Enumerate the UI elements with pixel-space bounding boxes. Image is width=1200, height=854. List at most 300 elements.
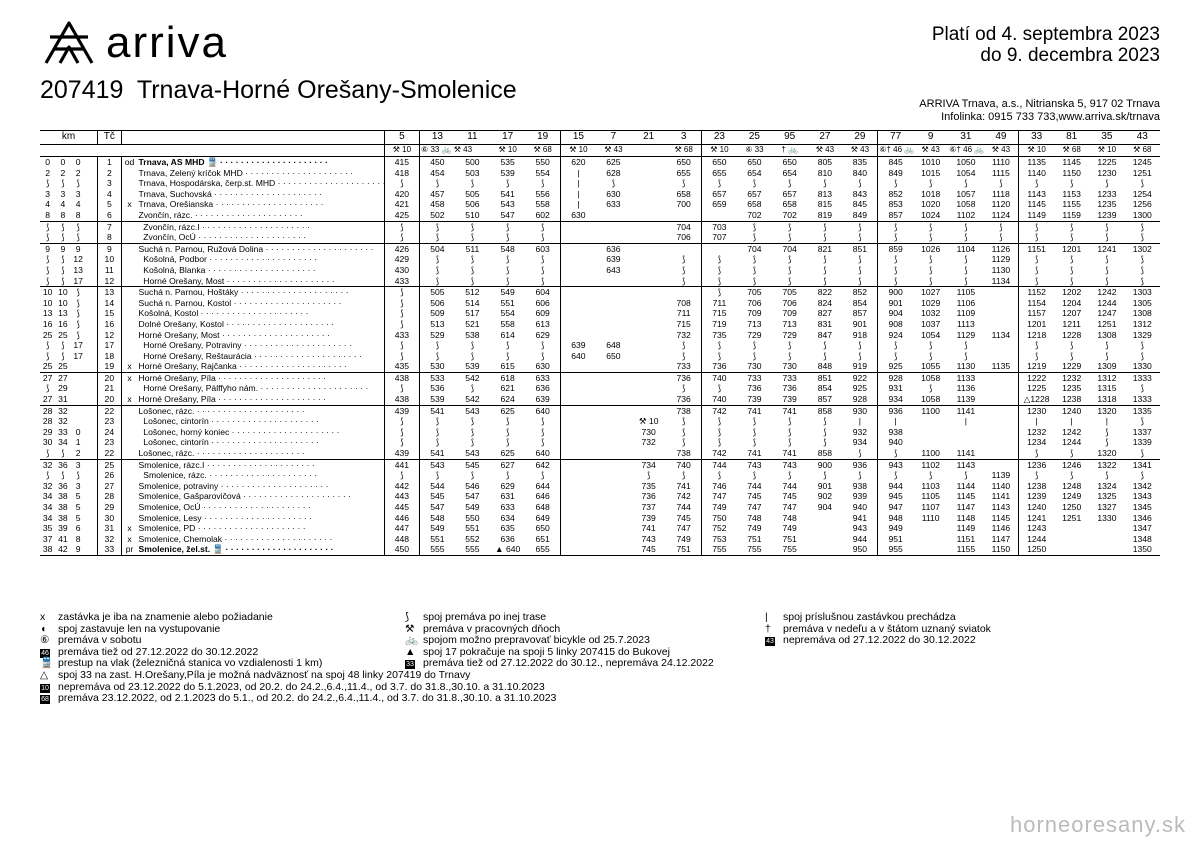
timetable-row bbox=[40, 481, 1160, 492]
departure-time: 536 bbox=[420, 383, 455, 394]
departure-time bbox=[596, 448, 631, 459]
departure-time bbox=[561, 361, 596, 372]
departure-time: 639 bbox=[561, 340, 596, 351]
departure-time: ⟆ bbox=[470, 470, 475, 481]
stop-name bbox=[138, 416, 385, 427]
departure-time: ⟆ bbox=[928, 178, 933, 189]
leader-dots: · · · · · · · · · · · · · · · · · · · · · bbox=[205, 264, 316, 275]
departure-time: 852 bbox=[852, 287, 868, 298]
departure-time: 545 bbox=[420, 491, 455, 502]
km-cell bbox=[86, 383, 98, 394]
departure-time: ⟆ bbox=[1019, 470, 1054, 481]
km-cell: ⟆ bbox=[61, 350, 65, 361]
stop-name-text: Zvončín, rázc.I bbox=[138, 221, 200, 232]
trip-number: 3 bbox=[666, 131, 701, 145]
departure-time: ⟆ bbox=[470, 221, 475, 232]
stop-name bbox=[138, 308, 385, 319]
km-cell: ⟆ bbox=[76, 308, 80, 319]
legend-symbol-glyph: | bbox=[765, 611, 768, 623]
departure-time: 824 bbox=[817, 297, 833, 308]
km-cell: 32 bbox=[58, 405, 68, 416]
legend-column-3 bbox=[765, 612, 991, 647]
km-cell: 10 bbox=[58, 297, 68, 308]
departure-time bbox=[596, 221, 631, 232]
departure-time: 1124 bbox=[984, 210, 1019, 221]
departure-time bbox=[984, 351, 1019, 362]
legend-text: spoj príslušnou zastávkou prechádza bbox=[783, 611, 956, 623]
departure-time bbox=[984, 427, 1019, 438]
departure-time: ⟆ bbox=[843, 232, 878, 243]
departure-time: 648 bbox=[535, 502, 550, 512]
departure-time: ⟆ bbox=[384, 232, 419, 243]
departure-time: 1329 bbox=[1132, 329, 1152, 340]
departure-time: ⟆ bbox=[752, 426, 757, 437]
km-cell: ⟆ bbox=[45, 383, 50, 394]
leader-dots: · · · · · · · · · · · · · · · · · · · · · bbox=[258, 383, 369, 394]
departure-time: 1149 bbox=[1019, 210, 1054, 221]
departure-time: 1141 bbox=[991, 491, 1011, 502]
departure-time bbox=[631, 189, 666, 200]
departure-time: 505 bbox=[420, 287, 455, 298]
departure-time: ⟆ bbox=[772, 232, 807, 243]
departure-time: ⟆ bbox=[1054, 448, 1089, 459]
leader-dots: · · · · · · · · · · · · · · · · · · · · · bbox=[200, 502, 311, 512]
stop-mark bbox=[121, 340, 137, 351]
km-cell: 0 bbox=[75, 426, 81, 437]
trip-symbols bbox=[631, 145, 666, 157]
departure-time: 1239 bbox=[1019, 491, 1054, 502]
departure-time: ⟆ bbox=[858, 264, 862, 275]
departure-time bbox=[561, 534, 596, 545]
stop-name-text: Smolenice, PD bbox=[138, 523, 196, 534]
km-cell bbox=[86, 394, 98, 405]
timetable-row bbox=[40, 491, 1160, 502]
km-header: km bbox=[40, 131, 98, 145]
km-cell: 12 bbox=[73, 254, 83, 265]
line-title bbox=[40, 76, 517, 105]
stop-name-text: Dolné Orešany, Kostol bbox=[138, 318, 224, 329]
departure-time: 454 bbox=[420, 168, 455, 179]
departure-time: ⟆ bbox=[1069, 470, 1074, 481]
departure-time: ⟆ bbox=[858, 178, 862, 189]
departure-time bbox=[631, 361, 666, 372]
leader-dots: · · · · · · · · · · · · · · · · · · · · · bbox=[195, 523, 306, 534]
departure-time: 442 bbox=[384, 481, 419, 492]
departure-time: 651 bbox=[535, 533, 550, 544]
departure-time: 1219 bbox=[1019, 361, 1054, 372]
departure-time: 643 bbox=[606, 264, 621, 275]
km-cell: 38 bbox=[58, 491, 68, 502]
trip-symbols: ⚒ 68 bbox=[1125, 145, 1160, 157]
km-cell bbox=[86, 232, 98, 243]
departure-time: 1251 bbox=[1132, 167, 1152, 178]
departure-time bbox=[666, 287, 701, 298]
departure-time: 636 bbox=[606, 243, 621, 254]
km-cell bbox=[86, 243, 98, 254]
km-cell: 2 bbox=[60, 167, 66, 178]
departure-time: 628 bbox=[606, 167, 621, 178]
stop-name-text: Košolná, Podbor bbox=[138, 254, 207, 265]
departure-time: 506 bbox=[465, 199, 480, 210]
departure-time: ⟆ bbox=[505, 350, 510, 361]
departure-time: ⟆ bbox=[1019, 448, 1054, 459]
departure-time: ⟆ bbox=[984, 232, 1019, 243]
departure-time bbox=[631, 287, 666, 298]
departure-time: 646 bbox=[535, 491, 550, 502]
departure-time: 744 bbox=[676, 502, 691, 512]
legend-symbol bbox=[40, 682, 58, 694]
departure-time: ⟆ bbox=[384, 221, 419, 232]
departure-time: ⟆ bbox=[928, 254, 933, 265]
departure-time: 1325 bbox=[1097, 491, 1117, 502]
departure-time: 751 bbox=[666, 544, 701, 555]
stop-name bbox=[138, 523, 385, 534]
departure-time: 613 bbox=[535, 318, 550, 329]
leader-dots: · · · · · · · · · · · · · · · · · · · · · bbox=[195, 232, 307, 243]
departure-time: 704 bbox=[747, 243, 762, 254]
stop-number: 22 bbox=[98, 405, 122, 416]
departure-time bbox=[596, 308, 631, 319]
departure-time bbox=[561, 491, 596, 502]
departure-time: ⟆ bbox=[1140, 221, 1144, 232]
departure-time: ⟆ bbox=[681, 350, 686, 361]
departure-time: 1050 bbox=[956, 157, 976, 167]
departure-time: 707 bbox=[702, 232, 737, 243]
stop-name bbox=[138, 544, 385, 555]
departure-time bbox=[596, 394, 631, 405]
departure-time: ⟆ bbox=[787, 416, 792, 427]
departure-time: 1201 bbox=[1062, 243, 1082, 254]
leader-dots: · · · · · · · · · · · · · · · · · · · · · bbox=[218, 480, 329, 491]
departure-time: ⟆ bbox=[1069, 178, 1074, 189]
departure-time: ⟆ bbox=[384, 351, 419, 362]
km-cell: 10 bbox=[42, 287, 53, 298]
legend-symbol bbox=[40, 693, 58, 705]
stop-name bbox=[138, 361, 385, 372]
departure-time: 541 bbox=[420, 405, 455, 416]
departure-time bbox=[984, 372, 1019, 383]
departure-time: | bbox=[964, 416, 968, 427]
legend-text: premáva v pracovných dňoch bbox=[423, 622, 561, 635]
departure-time: 550 bbox=[465, 512, 480, 523]
departure-time: 625 bbox=[490, 448, 525, 459]
stop-name-text: Smolenice, rázc.I bbox=[138, 459, 205, 470]
departure-time: 1145 bbox=[991, 512, 1011, 523]
departure-time: 740 bbox=[702, 372, 737, 383]
departure-time: 1324 bbox=[1097, 480, 1117, 491]
departure-time: 1104 bbox=[956, 243, 976, 254]
departure-time bbox=[984, 405, 1019, 416]
departure-time: 606 bbox=[535, 297, 550, 308]
km-cell: ⟆ bbox=[61, 221, 65, 232]
trip-symbols: ⚒ 10 bbox=[1089, 145, 1124, 157]
departure-time: 1312 bbox=[1132, 318, 1152, 329]
km-cell: 27 bbox=[58, 372, 68, 383]
trip-number: 23 bbox=[702, 131, 737, 145]
trip-number: 19 bbox=[525, 131, 560, 145]
departure-time bbox=[561, 405, 596, 416]
departure-time: 744 bbox=[747, 480, 762, 491]
departure-time: ⟆ bbox=[505, 470, 510, 481]
departure-time: ⟆ bbox=[1140, 340, 1144, 351]
departure-time: 938 bbox=[878, 427, 913, 438]
departure-time: 736 bbox=[702, 361, 737, 372]
legend-symbol-glyph: 🚆 bbox=[40, 657, 54, 670]
km-cell: 8 bbox=[75, 533, 81, 544]
leader-dots: · · · · · · · · · · · · · · · · · · · · · bbox=[223, 544, 334, 555]
departure-time: 1120 bbox=[991, 199, 1011, 210]
departure-time: ⟆ bbox=[928, 264, 933, 275]
departure-time: 644 bbox=[535, 480, 550, 491]
departure-time: ⟆ bbox=[823, 426, 827, 437]
departure-time bbox=[596, 276, 631, 287]
departure-time: ⟆ bbox=[928, 221, 933, 232]
departure-time bbox=[596, 523, 631, 534]
departure-time: ⟆ bbox=[878, 470, 913, 481]
departure-time: 928 bbox=[878, 372, 913, 383]
stop-name bbox=[138, 448, 385, 459]
leader-dots: · · · · · · · · · · · · · · · · · · · · · bbox=[241, 340, 352, 351]
legend-symbol-glyph: △ bbox=[40, 668, 49, 681]
departure-time: ⟆ bbox=[666, 276, 701, 287]
departure-time: 736 bbox=[641, 491, 656, 502]
departure-time: 1015 bbox=[921, 167, 941, 178]
departure-time: ⟆ bbox=[999, 178, 1003, 189]
departure-time: ⟆ bbox=[752, 264, 757, 275]
departure-time: 733 bbox=[747, 372, 762, 383]
leader-dots: · · · · · · · · · · · · · · · · · · · · · bbox=[224, 275, 335, 286]
km-cell: 0 bbox=[75, 157, 81, 167]
stop-mark bbox=[121, 178, 137, 189]
departure-time: 1246 bbox=[1062, 459, 1082, 470]
departure-time: | bbox=[1070, 416, 1073, 427]
departure-time: 1032 bbox=[921, 308, 941, 319]
departure-time: 851 bbox=[817, 372, 833, 383]
departure-time: 900 bbox=[817, 459, 833, 470]
departure-time: ⟆ bbox=[964, 264, 968, 275]
departure-time bbox=[807, 534, 842, 545]
departure-time: 441 bbox=[384, 459, 419, 470]
trip-symbols: ⚒ 43 bbox=[596, 145, 631, 157]
departure-time: 1037 bbox=[921, 318, 941, 329]
departure-time bbox=[631, 265, 666, 276]
departure-time: 1315 bbox=[1097, 383, 1117, 394]
km-cell bbox=[86, 351, 98, 362]
departure-time: 433 bbox=[384, 276, 419, 287]
departure-time: 925 bbox=[878, 361, 913, 372]
departure-time: ⟆ bbox=[420, 276, 455, 287]
departure-time: 640 bbox=[525, 448, 560, 459]
departure-time: 943 bbox=[852, 523, 868, 534]
departure-time: ⟆ bbox=[1105, 254, 1109, 265]
departure-time bbox=[596, 534, 631, 545]
departure-time: 1130 bbox=[991, 264, 1011, 275]
departure-time: 541 bbox=[500, 188, 515, 199]
departure-time: 1150 bbox=[1062, 167, 1081, 178]
departure-time: ⟆ bbox=[420, 416, 455, 427]
departure-time: 435 bbox=[384, 361, 419, 372]
departure-time: ⟆ bbox=[787, 264, 792, 275]
stop-number: 9 bbox=[98, 243, 122, 254]
stop-number: 23 bbox=[98, 437, 122, 448]
km-cell: 17 bbox=[71, 276, 86, 287]
stop-number: 22 bbox=[98, 448, 122, 459]
departure-time: 1308 bbox=[1097, 329, 1117, 340]
departure-time: ⟆ bbox=[1069, 221, 1074, 232]
departure-time: 1103 bbox=[921, 480, 940, 491]
departure-time bbox=[596, 513, 631, 524]
departure-time: 543 bbox=[465, 405, 480, 416]
leader-dots: · · · · · · · · · · · · · · · · · · · · · bbox=[215, 372, 326, 383]
km-cell: 9 bbox=[45, 243, 51, 254]
stop-number: 13 bbox=[98, 287, 122, 298]
departure-time: 732 bbox=[676, 329, 691, 340]
stop-name bbox=[138, 232, 385, 243]
stop-number: 7 bbox=[98, 221, 122, 232]
stop-name-text: Košolná, Blanka bbox=[138, 264, 206, 275]
trip-number: 35 bbox=[1089, 131, 1124, 145]
timetable-row bbox=[40, 287, 1160, 298]
departure-time: ⟆ bbox=[702, 437, 737, 448]
departure-time: ⟆ bbox=[1140, 470, 1144, 481]
departure-time: ⟆ bbox=[470, 383, 475, 394]
departure-time: ⟆ bbox=[455, 232, 490, 243]
stop-name-text: Horné Orešany, Most bbox=[138, 329, 220, 340]
departure-time: 743 bbox=[641, 533, 656, 544]
departure-time bbox=[631, 383, 666, 394]
legend-text: spojom možno prepravovať bicykle od 25.7.2023 bbox=[423, 634, 650, 647]
departure-time: 815 bbox=[817, 199, 833, 210]
departure-time bbox=[631, 405, 666, 416]
trip-number: 11 bbox=[455, 131, 490, 145]
stop-mark bbox=[121, 232, 137, 243]
departure-time: ⟆ bbox=[384, 383, 419, 394]
departure-time: 944 bbox=[878, 481, 913, 492]
trip-number: 81 bbox=[1054, 131, 1089, 145]
leader-dots: · · · · · · · · · · · · · · · · · · · · · bbox=[199, 221, 310, 232]
departure-time: 904 bbox=[817, 502, 833, 512]
departure-time: 904 bbox=[878, 308, 913, 319]
timetable-row bbox=[40, 232, 1160, 243]
departure-time: 550 bbox=[535, 157, 550, 167]
trip-symbols: ⚒ 10 bbox=[1019, 145, 1054, 157]
line-number: 207419 bbox=[40, 76, 124, 104]
km-cell bbox=[86, 437, 98, 448]
stop-mark bbox=[121, 502, 137, 513]
departure-time: 740 bbox=[676, 459, 691, 470]
departure-time: ⟆ bbox=[470, 350, 475, 361]
departure-time bbox=[561, 308, 596, 319]
departure-time: 739 bbox=[737, 394, 772, 405]
departure-time bbox=[984, 459, 1019, 470]
km-cell: ⟆ bbox=[76, 297, 80, 308]
stop-name-text: Zvončín, OcÚ bbox=[138, 232, 196, 243]
departure-time: ⟆ bbox=[1054, 276, 1089, 287]
km-cell: 28 bbox=[42, 405, 53, 416]
arriva-logo bbox=[40, 18, 228, 68]
stop-number-header: Tč bbox=[98, 131, 122, 145]
departure-time: 919 bbox=[843, 361, 878, 372]
departure-time: 704 bbox=[782, 243, 797, 254]
departure-time: 1245 bbox=[1132, 157, 1152, 167]
departure-time: ⟆ bbox=[878, 178, 913, 189]
trip-number: 43 bbox=[1125, 131, 1160, 145]
departure-time: 1018 bbox=[921, 188, 941, 199]
legend-text: premáva 23.12.2022, od 2.1.2023 do 5.1., od 20.2. do 24.2.,6.4.,11.4., od 3.7. do 31.8.,30.10. a 31.10.2023 bbox=[58, 692, 557, 705]
stop-name bbox=[138, 351, 385, 362]
departure-time bbox=[596, 427, 631, 438]
departure-time: 1238 bbox=[1054, 394, 1089, 405]
km-cell: 36 bbox=[58, 459, 68, 470]
timetable-row bbox=[40, 448, 1160, 459]
leader-dots: · · · · · · · · · · · · · · · · · · · · · bbox=[192, 209, 303, 220]
departure-time: 845 bbox=[878, 157, 913, 168]
departure-time: ⟆ bbox=[737, 276, 772, 287]
departure-time bbox=[561, 394, 596, 405]
departure-time: 1133 bbox=[956, 372, 976, 383]
departure-time: ⟆ bbox=[999, 221, 1003, 232]
departure-time: 625 bbox=[606, 157, 621, 167]
departure-time: ⟆ bbox=[1105, 426, 1109, 437]
stop-name bbox=[138, 405, 385, 416]
departure-time: 538 bbox=[465, 329, 480, 340]
departure-time: 551 bbox=[420, 534, 455, 545]
stop-mark bbox=[121, 243, 137, 254]
departure-time: 854 bbox=[852, 297, 868, 308]
departure-time: 1150 bbox=[984, 544, 1019, 555]
departure-time: ⟆ bbox=[787, 470, 792, 481]
departure-time: 1240 bbox=[1019, 502, 1054, 513]
departure-time bbox=[596, 437, 631, 448]
departure-time: ⟆ bbox=[505, 426, 510, 437]
departure-time: ⟆ bbox=[420, 427, 455, 438]
stop-number: 33 bbox=[98, 544, 122, 555]
departure-time: ⟆ bbox=[540, 178, 545, 189]
departure-time: ⟆ bbox=[702, 351, 737, 362]
departure-time: 755 bbox=[702, 544, 737, 555]
stop-mark bbox=[121, 189, 137, 200]
legend-symbol-glyph: 10 bbox=[41, 684, 49, 692]
timetable-row bbox=[40, 394, 1160, 405]
km-cell: 16 bbox=[42, 318, 53, 329]
km-cell: ⟆ bbox=[76, 470, 80, 481]
timetable-row bbox=[40, 470, 1160, 481]
departure-time bbox=[984, 308, 1019, 319]
departure-time: ⟆ bbox=[702, 416, 737, 427]
departure-time: 639 bbox=[606, 254, 621, 265]
departure-time: ⟆ bbox=[505, 437, 510, 448]
departure-time: 740 bbox=[702, 394, 737, 405]
departure-time: 630 bbox=[606, 188, 621, 199]
km-cell: ⟆ bbox=[40, 232, 55, 243]
departure-time: 514 bbox=[465, 297, 480, 308]
km-cell: 34 bbox=[42, 512, 53, 523]
departure-time: 742 bbox=[702, 405, 737, 416]
km-cell bbox=[86, 534, 98, 545]
km-cell: 13 bbox=[58, 308, 68, 319]
departure-time: 513 bbox=[420, 319, 455, 330]
departure-time: 900 bbox=[878, 287, 913, 298]
departure-time bbox=[913, 523, 948, 534]
departure-time: 1102 bbox=[921, 459, 940, 470]
departure-time: 1333 bbox=[1125, 394, 1160, 405]
departure-time: 947 bbox=[878, 502, 913, 513]
departure-time: 705 bbox=[782, 287, 797, 298]
timetable-row bbox=[40, 416, 1160, 427]
departure-time: 1152 bbox=[1019, 287, 1054, 298]
departure-time: ⟆ bbox=[878, 265, 913, 276]
km-cell: ⟆ bbox=[45, 254, 50, 265]
